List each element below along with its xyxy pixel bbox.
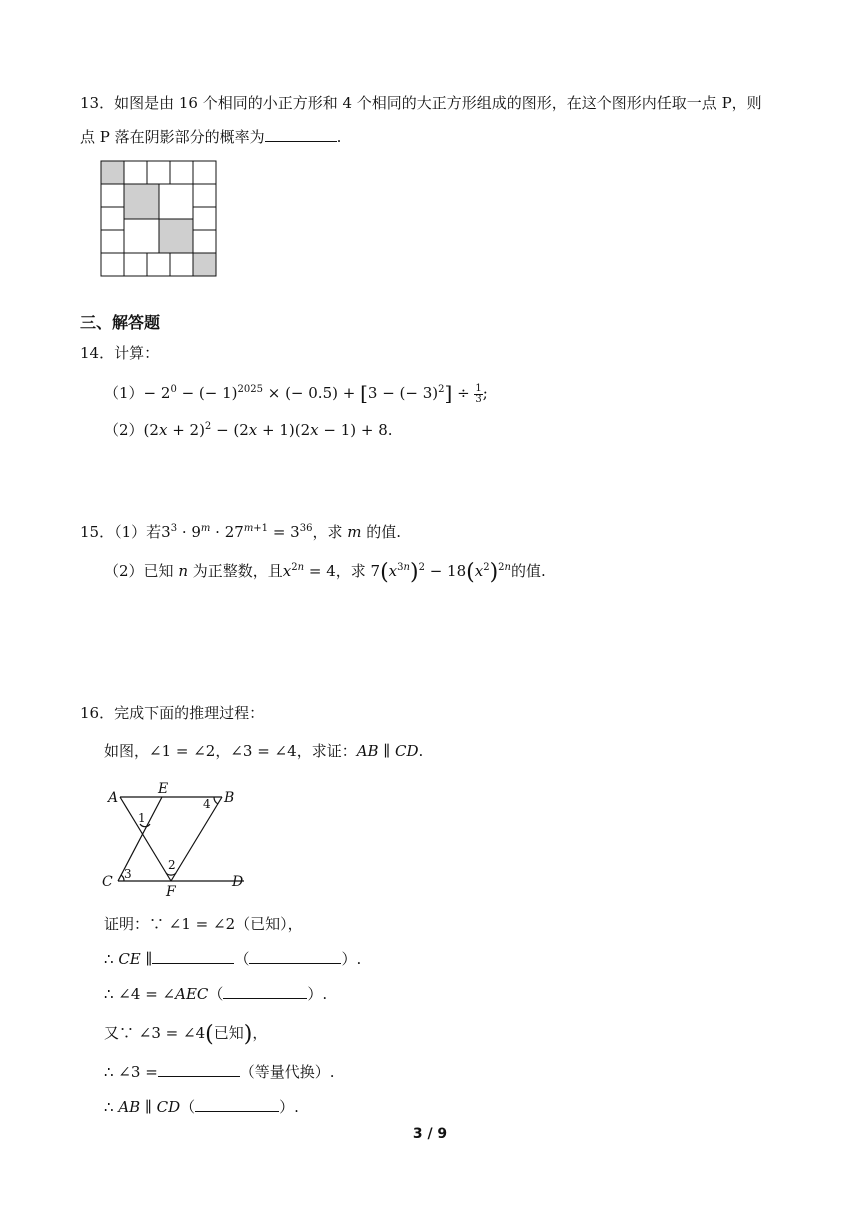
angle-4-arc [214, 797, 218, 804]
angle-label-1: 1 [138, 811, 146, 825]
label-c: C [102, 874, 113, 890]
proof-line-2: ∴ CE ∥ （ ）. [104, 950, 362, 968]
line-fb [171, 797, 222, 881]
proof-line-5: ∴ ∠3 = （等量代换）. [104, 1063, 335, 1081]
angle-label-2: 2 [168, 858, 176, 872]
q14-part1: $(1)- 2^0$ − (− 1)$^{2025}$ × (− 0.5) + [3 − (− 3)$^2$] ÷ $\frac{1}{3}$ ; [104, 381, 488, 405]
angle-label-3: 3 [124, 867, 132, 881]
q15-part2: （2）已知 n 为正整数，且$x^{2n} = 4$，求 $7(x^{3n})^2 - 18(x^2)^{2n}$的值. [104, 560, 546, 585]
q13-text-2: 点 P 落在阴影部分的概率为 [80, 128, 265, 146]
label-b: B [224, 790, 235, 806]
q16-given: 如图，∠1 = ∠2，∠3 = ∠4，求证：AB ∥ CD. [104, 742, 424, 760]
q13-grid-figure [100, 160, 220, 278]
answer-blank[interactable] [158, 1062, 240, 1077]
label-a: A [108, 790, 119, 806]
q16-title: 16．完成下面的推理过程： [80, 704, 265, 722]
shaded-big-square [124, 184, 159, 219]
label-f: F [166, 884, 176, 896]
proof-line-3: ∴ ∠4 = ∠AEC（ ）. [104, 985, 328, 1003]
answer-blank[interactable] [223, 984, 307, 999]
answer-blank[interactable] [195, 1097, 279, 1112]
proof-line-1: 证明：∵ ∠1 = ∠2（已知）， [104, 915, 303, 933]
q15-part1: 15．（1）若$3^3 \cdot 9^m \cdot 27^{m+1} = 3^{36}$，求 m 的值. [80, 523, 402, 541]
q16-geometry-figure [96, 780, 256, 896]
q14-title: 14．计算： [80, 344, 160, 362]
angle-2-arc [166, 873, 176, 875]
q13-line1 [80, 92, 762, 114]
q13-line2: 点 P 落在阴影部分的概率为 . [80, 128, 342, 146]
label-e: E [158, 781, 169, 797]
q14-part2: $(2)(2x + 2)^2 - (2x + 1)(2x - 1) + 8$. [104, 421, 393, 439]
answer-blank[interactable] [249, 949, 341, 964]
section-heading: 三、解答题 [80, 313, 161, 332]
q13-text: 如图是由 16 个相同的小正方形和 4 个相同的大正方形组成的图形，在这个图形内任取一点 P，则 [114, 94, 762, 112]
shaded-big-square [159, 219, 193, 253]
proof-line-6: ∴ AB ∥ CD（ ）. [104, 1098, 299, 1116]
shaded-small-square [101, 161, 124, 184]
answer-blank[interactable] [265, 127, 337, 142]
angle-label-4: 4 [203, 797, 211, 811]
shaded-small-square [193, 253, 216, 276]
label-d: D [232, 874, 244, 890]
question-number: 13． [80, 94, 115, 112]
proof-line-4: 又∵ ∠3 = ∠4(已知)， [104, 1022, 268, 1047]
answer-blank[interactable] [152, 949, 234, 964]
page-number: 3 / 9 [412, 1126, 448, 1142]
